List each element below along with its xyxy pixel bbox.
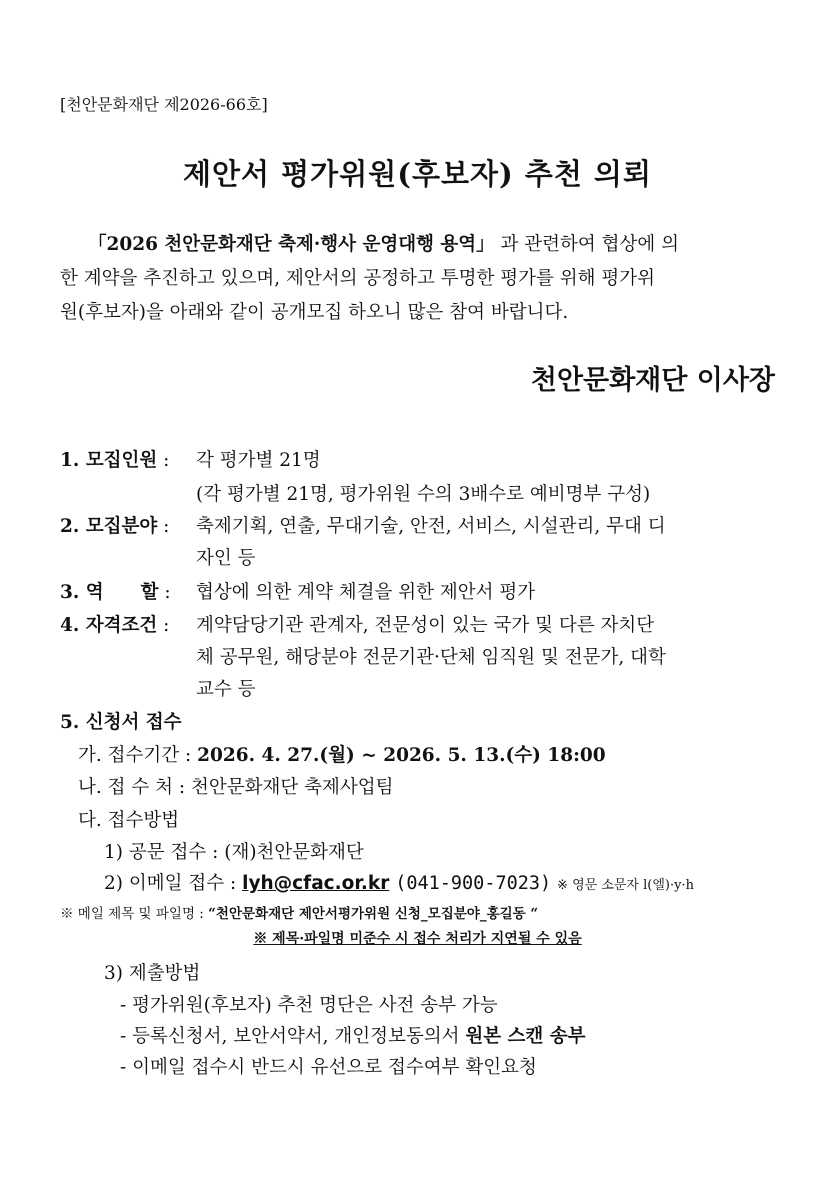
intro-text-2: 한 계약을 추진하고 있으며, 제안서의 공정하고 투명한 평가를 위해 평가위 [60,268,655,289]
bullet-text: - 이메일 접수시 반드시 유선으로 접수여부 확인요청 [120,1057,537,1078]
bullet-text: - 등록신청서, 보안서약서, 개인정보동의서 [120,1026,466,1047]
item-sep: : [164,582,171,603]
item-line: 자인 등 [196,548,256,569]
list-item [120,1053,537,1079]
intro-text-3: 원(후보자)을 아래와 같이 공개모집 하오니 많은 참여 바랍니다. [60,302,569,323]
signature: 천안문화재단 이사장 [530,365,775,396]
item-line: 각 평가별 21명 [196,450,321,471]
place-value: 천안문화재단 축제사업팀 [191,777,394,798]
item-label: 2. 모집분야 [60,516,158,537]
list-item [120,1022,585,1048]
project-name: 「2026 천안문화재단 축제·행사 운영대행 용역」 [88,234,495,255]
phone-number: (041-900-7023) [395,873,552,894]
period-label: 가. 접수기간 [78,745,180,766]
bullet-bold-text: 원본 스캔 송부 [465,1026,586,1047]
item-line: 계약담당기관 관계자, 전문성이 있는 국가 및 다른 자치단 [196,615,655,636]
list-item [120,991,498,1017]
email-note: ※ 영문 소문자 l(엘)·y·h [557,878,694,893]
item-sep: : [163,615,170,636]
method-email-label: 2) 이메일 접수 : [104,873,237,894]
item-line: 협상에 의한 계약 체결을 위한 제안서 평가 [196,582,536,603]
bullet-text: - 평가위원(후보자) 추천 명단은 사전 송부 가능 [120,995,498,1016]
method-email-row [104,869,694,895]
intro-text-1: 과 관련하여 협상에 의 [500,234,680,255]
item-role [60,578,171,604]
item-label: 4. 자격조건 [60,615,158,636]
page-title: 제안서 평가위원(후보자) 추천 의뢰 [183,157,652,191]
period-value: 2026. 4. 27.(월) ~ 2026. 5. 13.(수) 18:00 [197,745,606,766]
method-official: 1) 공문 접수 : (재)천안문화재단 [104,842,364,863]
place-row: 나. 접 수 처 : 천안문화재단 축제사업팀 [78,777,394,798]
item-label: 1. 모집인원 [60,450,158,471]
method-label: 다. 접수방법 [78,810,180,831]
item-line: 축제기획, 연출, 무대기술, 안전, 서비스, 시설관리, 무대 디 [196,516,666,537]
intro-paragraph [60,228,778,330]
item-recruit-count [60,446,169,472]
mail-warning-text: ※ 제목·파일명 미준수 시 접수 처리가 지연될 수 있음 [253,931,582,947]
mail-title-note [60,902,538,922]
item-line: 체 공무원, 해당분야 전문기관·단체 임직원 및 전문가, 대학 [196,647,666,668]
item-sep: : [163,450,170,471]
item-qualification [60,611,169,637]
period-row: 가. 접수기간 : 2026. 4. 27.(월) ~ 2026. 5. 13.(수) 18:00 [78,745,606,766]
document-number: [천안문화재단 제2026-66호] [60,95,268,114]
item-label: 3. 역 할 [60,582,159,603]
mail-warning [0,928,835,948]
mail-note-value: “천안문화재단 제안서평가위원 신청_모집분야_홍길동 “ [208,906,539,922]
section-application: 5. 신청서 접수 [60,712,182,733]
item-line: 교수 등 [196,679,256,700]
email-address[interactable]: lyh@cfac.or.kr [242,873,390,894]
item-sep: : [163,516,170,537]
mail-note-prefix: ※ 메일 제목 및 파일명 : [60,906,204,922]
item-line: (각 평가별 21명, 평가위원 수의 3배수로 예비명부 구성) [196,484,651,505]
item-recruit-field [60,512,169,538]
method-submit: 3) 제출방법 [104,963,201,984]
place-label: 나. 접 수 처 [78,777,174,798]
